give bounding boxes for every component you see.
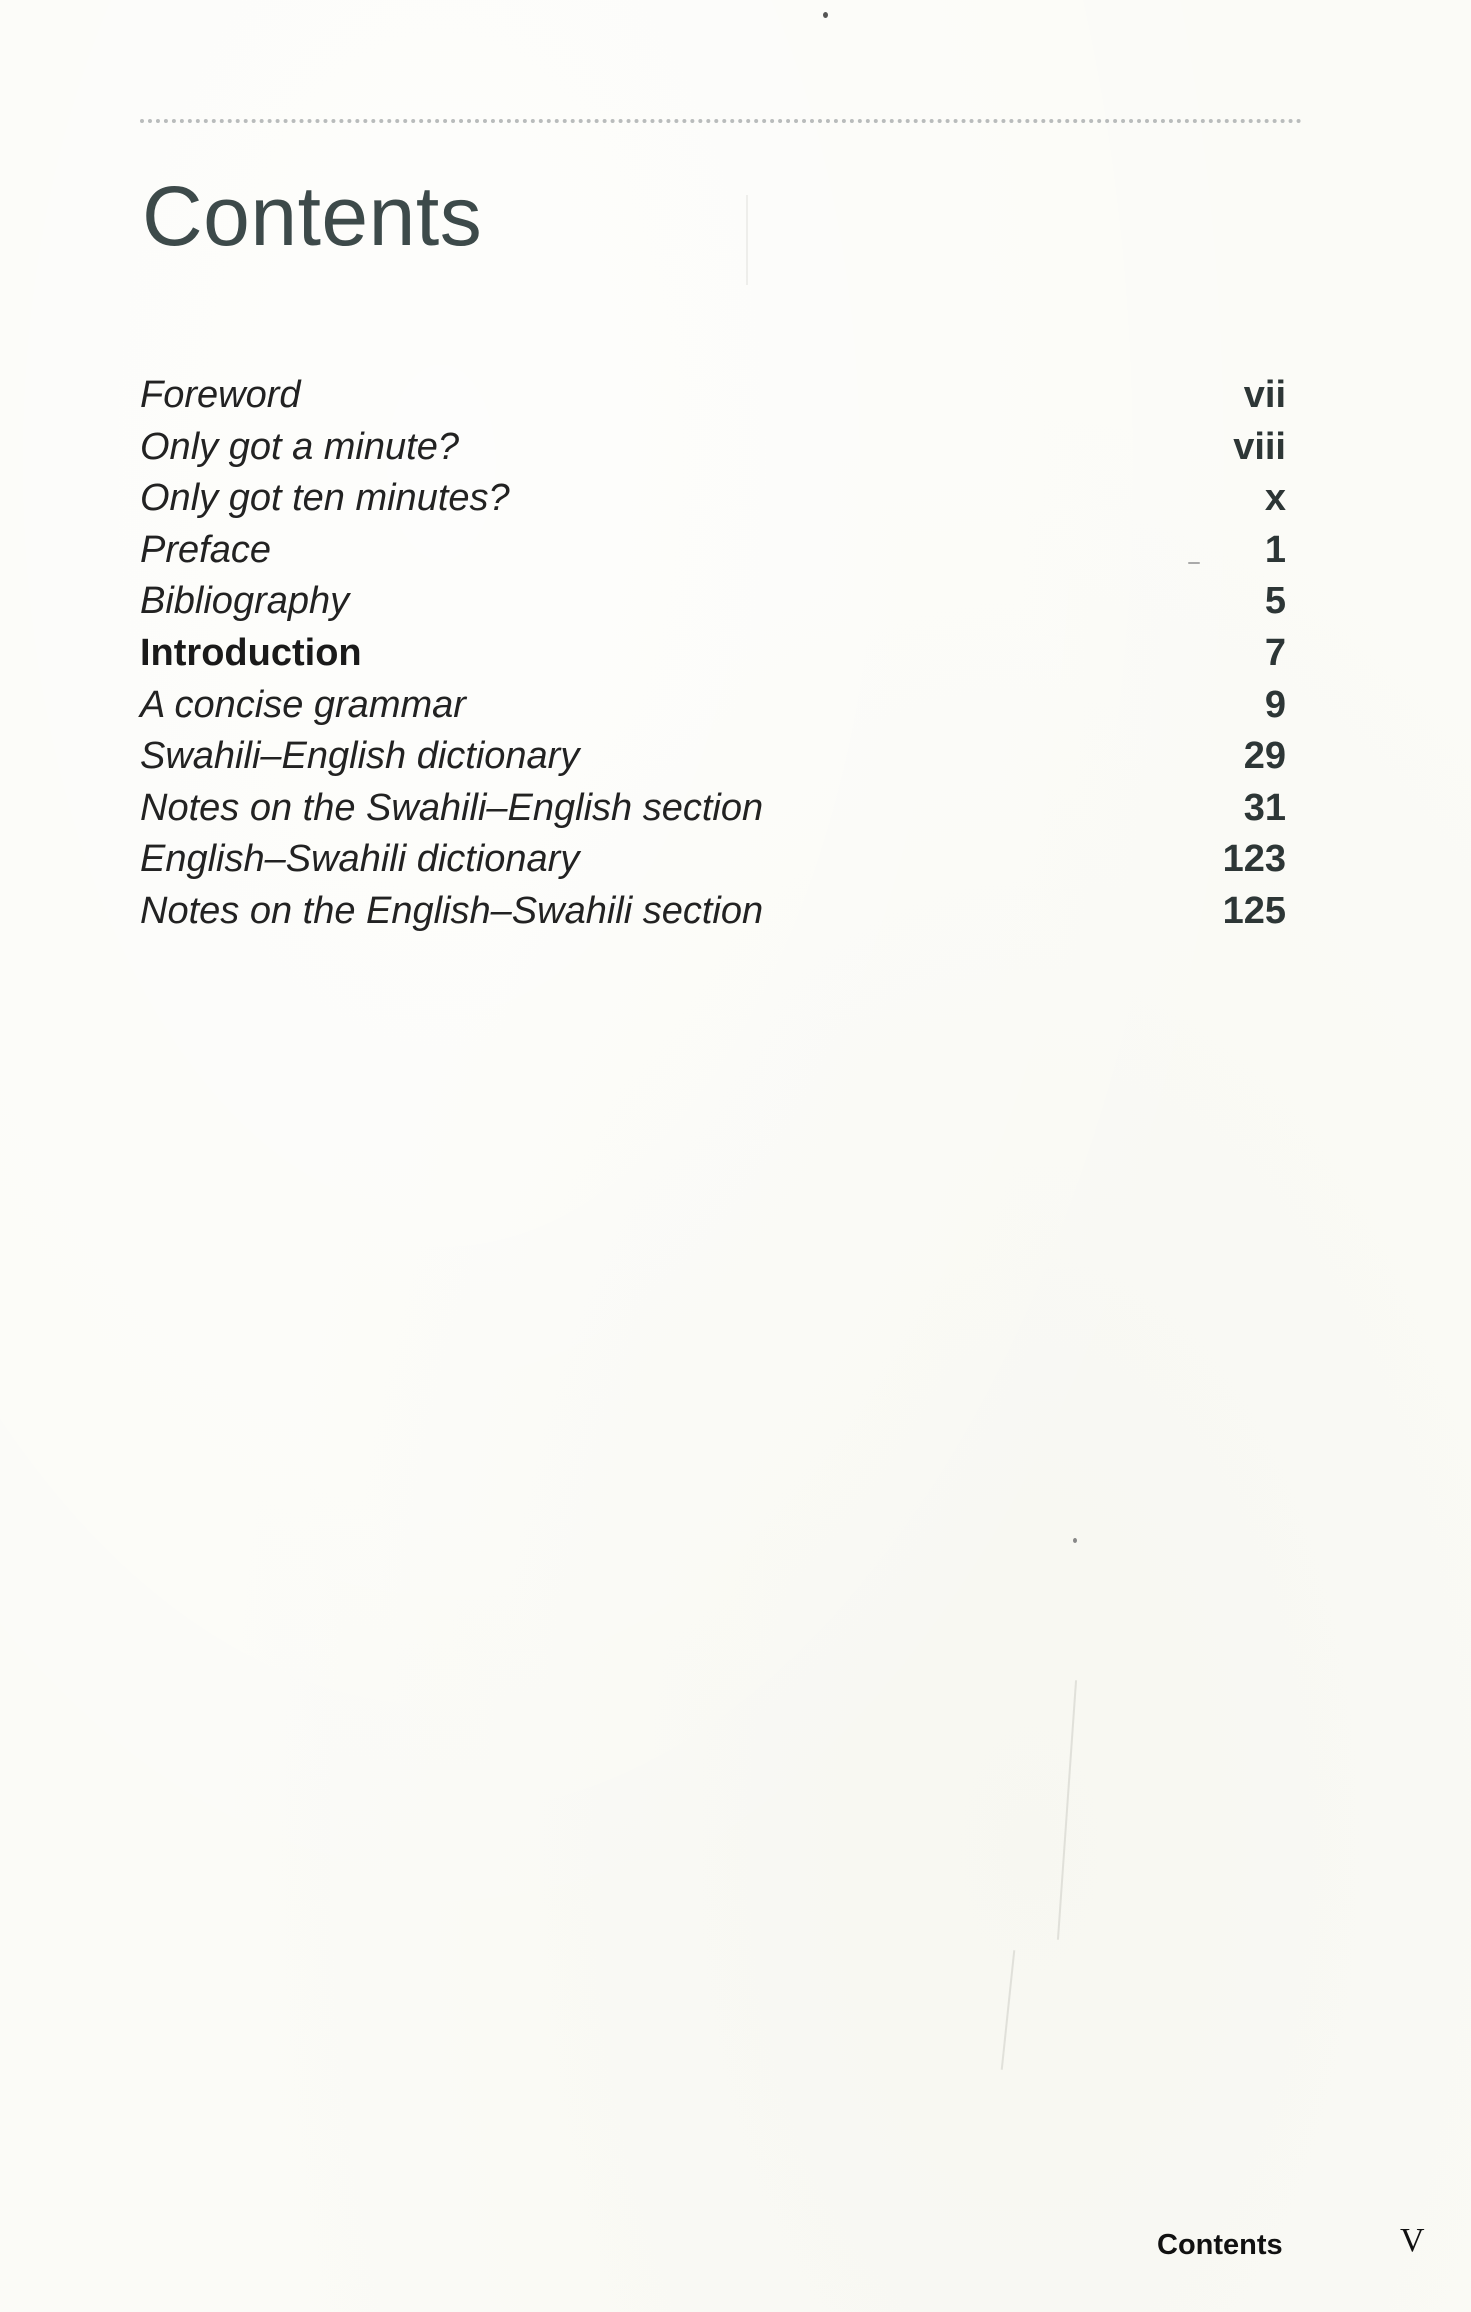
toc-entry-label: Notes on the Swahili–English section [140,786,764,829]
toc-row [140,525,1286,577]
toc-row [140,370,1286,422]
page-title: Contents [142,169,483,263]
scan-speck [1073,1538,1077,1543]
dotted-header-rule [140,119,1302,123]
toc-page-number: 1 [1264,528,1286,571]
toc-page-number: viii [1233,425,1286,468]
toc-entry-label: Only got a minute? [140,425,459,468]
toc-entry-label: Foreword [140,374,301,416]
scan-speck [823,12,828,18]
toc-page-number: 9 [1264,683,1286,726]
toc-page-number: 31 [1243,786,1286,829]
scan-scratch [1001,1950,1016,2070]
toc-page-number: vii [1243,374,1286,416]
toc-entry-label: Only got ten minutes? [140,477,510,520]
toc-entry-label: A concise grammar [140,683,466,726]
toc-page-number: 7 [1264,631,1286,674]
toc-entry-label: Introduction [140,631,362,674]
toc-entry-label: English–Swahili dictionary [140,838,580,881]
scan-speck [1188,562,1200,564]
toc-row [140,783,1286,835]
running-head: Contents [1157,2229,1283,2261]
toc-entry-label: Preface [140,528,271,571]
toc-entry-label: Notes on the English–Swahili section [140,889,764,932]
table-of-contents [140,370,1286,938]
toc-row [140,680,1286,732]
toc-row [140,628,1286,680]
toc-row [140,731,1286,783]
scan-scratch [746,195,748,285]
toc-page-number: 123 [1222,838,1286,881]
scan-scratch [1057,1680,1077,1940]
toc-entry-label: Bibliography [140,580,350,623]
page-number: V [1400,2222,1425,2259]
toc-row [140,576,1286,628]
toc-page-number: 29 [1243,735,1286,778]
toc-row [140,422,1286,474]
toc-page-number: 5 [1264,580,1286,623]
toc-entry-label: Swahili–English dictionary [140,735,580,778]
toc-page-number: 125 [1222,889,1286,932]
toc-row [140,834,1286,886]
toc-row [140,473,1286,525]
toc-page-number: x [1264,477,1286,520]
toc-row [140,886,1286,938]
